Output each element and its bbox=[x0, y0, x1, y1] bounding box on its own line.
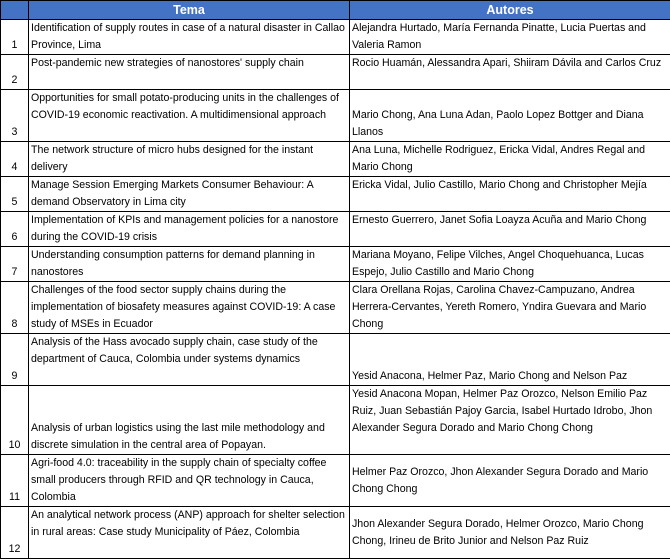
row-number: 10 bbox=[1, 386, 29, 455]
row-autores: Helmer Paz Orozco, Jhon Alexander Segura Dorado and Mario Chong Chong bbox=[350, 455, 670, 507]
row-number: 7 bbox=[1, 247, 29, 282]
table-row bbox=[1, 212, 670, 247]
row-number: 4 bbox=[1, 142, 29, 177]
row-number: 8 bbox=[1, 282, 29, 334]
row-number: 6 bbox=[1, 212, 29, 247]
row-tema: Analysis of urban logistics using the last mile methodology and discrete simulation in the central area of Popayan. bbox=[29, 386, 350, 455]
table-row bbox=[1, 55, 670, 90]
row-autores: Rocio Huamán, Alessandra Apari, Shiiram Dávila and Carlos Cruz bbox=[350, 55, 670, 90]
row-autores: Mario Chong, Ana Luna Adan, Paolo Lopez Bottger and Diana Llanos bbox=[350, 90, 670, 142]
row-autores: Yesid Anacona, Helmer Paz, Mario Chong and Nelson Paz bbox=[350, 334, 670, 386]
row-autores: Yesid Anacona Mopan, Helmer Paz Orozco, Nelson Emilio Paz Ruiz, Juan Sebastián Pajoy Garcia, Isabel Hurtado Idrobo, Jhon Alexander Segura Dorado and Mario Chong Chong bbox=[350, 386, 670, 455]
row-tema: Challenges of the food sector supply chains during the implementation of biosafety measures against COVID-19: A case study of MSEs in Ecuador bbox=[29, 282, 350, 334]
row-autores: Ericka Vidal, Julio Castillo, Mario Chong and Christopher Mejía bbox=[350, 177, 670, 212]
table-header bbox=[1, 1, 670, 20]
table-row bbox=[1, 142, 670, 177]
header-row bbox=[1, 1, 670, 20]
row-tema: Opportunities for small potato-producing units in the challenges of COVID-19 economic reactivation. A multidimensional approach bbox=[29, 90, 350, 142]
row-autores: Alejandra Hurtado, María Fernanda Pinatte, Lucia Puertas and Valeria Ramon bbox=[350, 20, 670, 55]
row-number: 5 bbox=[1, 177, 29, 212]
table-row bbox=[1, 247, 670, 282]
row-number: 12 bbox=[1, 507, 29, 559]
table-row bbox=[1, 386, 670, 455]
table-row bbox=[1, 282, 670, 334]
table-row bbox=[1, 507, 670, 559]
table-row bbox=[1, 90, 670, 142]
row-number: 9 bbox=[1, 334, 29, 386]
row-tema: Identification of supply routes in case of a natural disaster in Callao Province, Lima bbox=[29, 20, 350, 55]
row-tema: The network structure of micro hubs designed for the instant delivery bbox=[29, 142, 350, 177]
table-row bbox=[1, 20, 670, 55]
row-tema: Understanding consumption patterns for demand planning in nanostores bbox=[29, 247, 350, 282]
header-autores: Autores bbox=[350, 1, 670, 20]
table-body bbox=[1, 20, 670, 559]
row-autores: Ernesto Guerrero, Janet Sofia Loayza Acuña and Mario Chong bbox=[350, 212, 670, 247]
table-row bbox=[1, 455, 670, 507]
table-row bbox=[1, 177, 670, 212]
row-autores: Ana Luna, Michelle Rodriguez, Ericka Vidal, Andres Regal and Mario Chong bbox=[350, 142, 670, 177]
row-number: 11 bbox=[1, 455, 29, 507]
row-number: 2 bbox=[1, 55, 29, 90]
header-tema: Tema bbox=[29, 1, 350, 20]
row-autores: Clara Orellana Rojas, Carolina Chavez-Campuzano, Andrea Herrera-Cervantes, Yereth Romero, Yndira Guevara and Mario Chong bbox=[350, 282, 670, 334]
row-autores: Mariana Moyano, Felipe Vilches, Angel Choquehuanca, Lucas Espejo, Julio Castillo and Mario Chong bbox=[350, 247, 670, 282]
table-row bbox=[1, 334, 670, 386]
row-number: 1 bbox=[1, 20, 29, 55]
row-tema: An analytical network process (ANP) approach for shelter selection in rural areas: Case study Municipality of Páez, Colombia bbox=[29, 507, 350, 559]
row-autores: Jhon Alexander Segura Dorado, Helmer Orozco, Mario Chong Chong, Irineu de Brito Junior and Nelson Paz Ruiz bbox=[350, 507, 670, 559]
row-number: 3 bbox=[1, 90, 29, 142]
row-tema: Post-pandemic new strategies of nanostores' supply chain bbox=[29, 55, 350, 90]
row-tema: Implementation of KPIs and management policies for a nanostore during the COVID-19 crisis bbox=[29, 212, 350, 247]
row-tema: Analysis of the Hass avocado supply chain, case study of the department of Cauca, Colombia under systems dynamics bbox=[29, 334, 350, 386]
row-tema: Agri-food 4.0: traceability in the supply chain of specialty coffee small producers through RFID and QR technology in Cauca, Colombia bbox=[29, 455, 350, 507]
row-tema: Manage Session Emerging Markets Consumer Behaviour: A demand Observatory in Lima city bbox=[29, 177, 350, 212]
header-num bbox=[1, 1, 29, 20]
